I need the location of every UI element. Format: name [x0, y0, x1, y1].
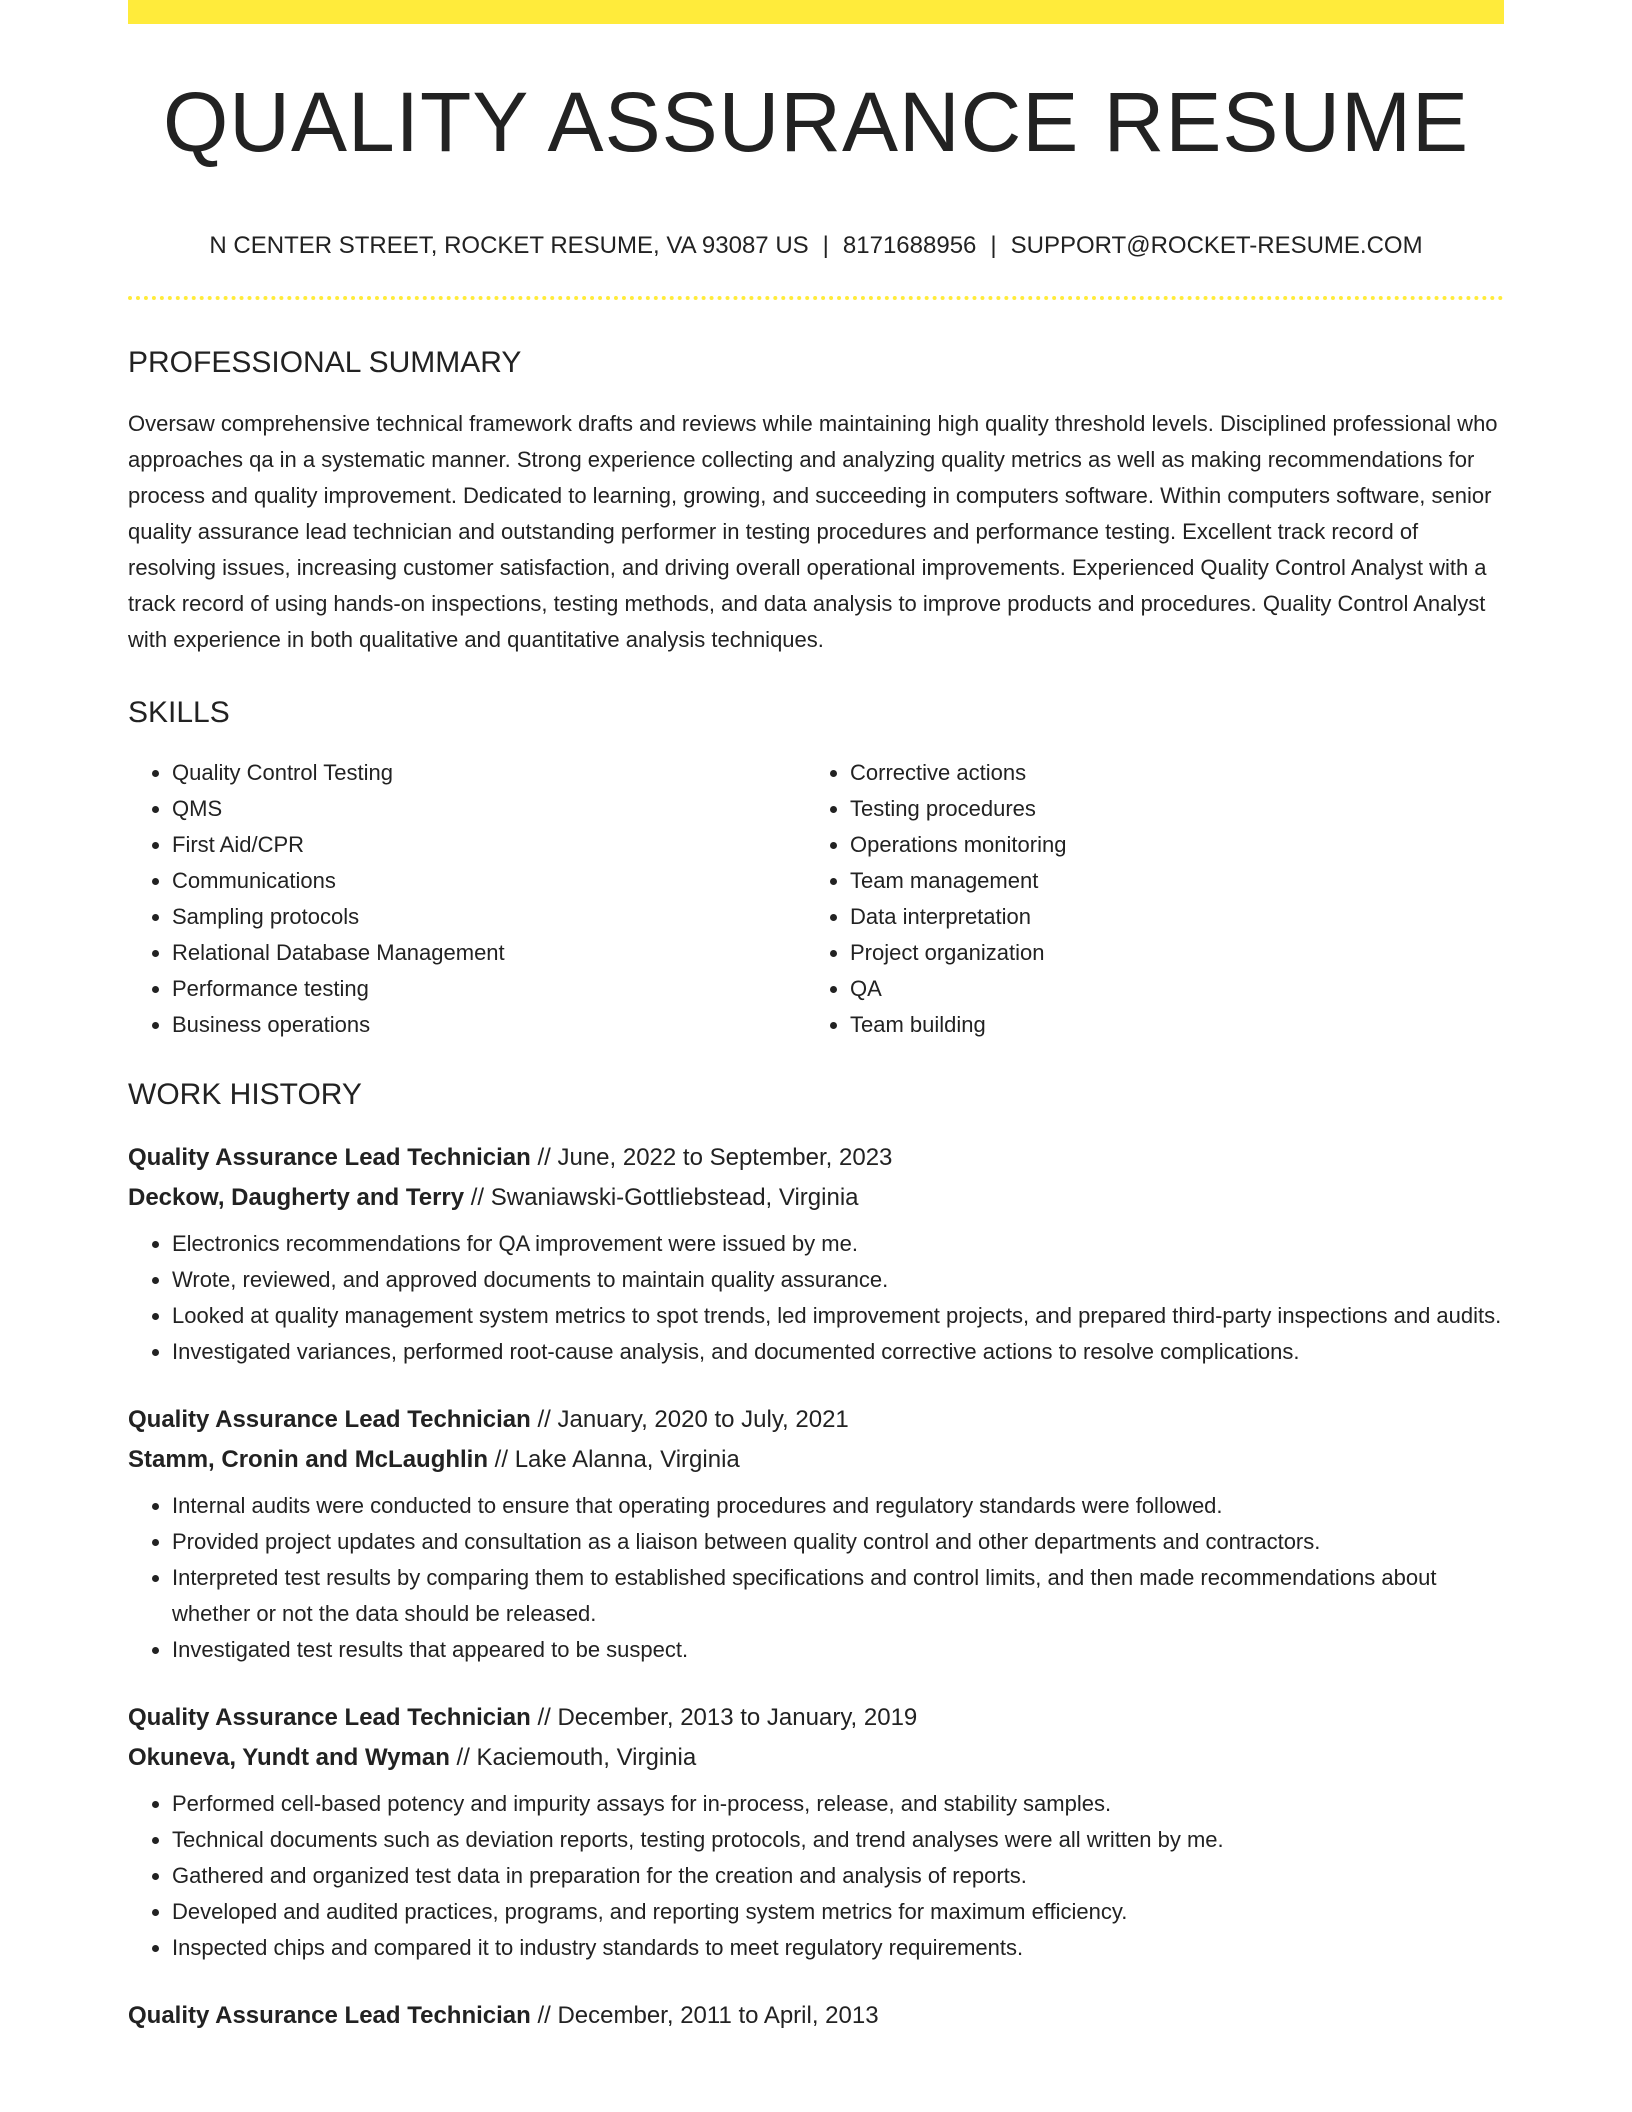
job-title: Quality Assurance Lead Technician [128, 1144, 531, 1171]
skill-item: • Relational Database Management [172, 935, 806, 971]
job-title: Quality Assurance Lead Technician [128, 1406, 531, 1433]
job-bullet: • Performed cell-based potency and impurity assays for in-process, release, and stability samples. [172, 1786, 1504, 1822]
job-bullet: • Developed and audited practices, programs, and reporting system metrics for maximum efficiency. [172, 1894, 1504, 1930]
skill-item: • Testing procedures [850, 791, 1484, 827]
job-title-line [128, 1138, 1504, 1178]
job-dates: // December, 2011 to April, 2013 [530, 2002, 879, 2029]
skills-column-right [806, 755, 1484, 1043]
skill-item: • Team management [850, 863, 1484, 899]
accent-bar [128, 0, 1504, 24]
contact-line [128, 234, 1504, 258]
skill-item: • Quality Control Testing [172, 755, 806, 791]
resume-title: QUALITY ASSURANCE RESUME [162, 75, 1470, 169]
job-title-line [128, 1400, 1504, 1440]
contact-separator: | [990, 232, 997, 259]
job-bullets [128, 1488, 1504, 1668]
job-bullet: • Gathered and organized test data in preparation for the creation and analysis of reports. [172, 1858, 1504, 1894]
job-bullet: • Electronics recommendations for QA improvement were issued by me. [172, 1226, 1504, 1262]
job-company-line [128, 1178, 1504, 1218]
job-title: Quality Assurance Lead Technician [128, 2002, 531, 2029]
skill-item: • Project organization [850, 935, 1484, 971]
skill-item: • QA [850, 971, 1484, 1007]
skill-item: • First Aid/CPR [172, 827, 806, 863]
job-bullet: • Wrote, reviewed, and approved documents to maintain quality assurance. [172, 1262, 1504, 1298]
job-company: Deckow, Daugherty and Terry [128, 1184, 465, 1211]
skill-item: • Performance testing [172, 971, 806, 1007]
skills-heading: SKILLS [128, 696, 230, 729]
skill-item: • Data interpretation [850, 899, 1484, 935]
job-bullet: • Provided project updates and consultation as a liaison between quality control and other departments and contractors. [172, 1524, 1504, 1560]
job-entry [128, 1138, 1504, 1370]
skill-item: • Business operations [172, 1007, 806, 1043]
job-company: Okuneva, Yundt and Wyman [128, 1744, 450, 1771]
email: SUPPORT@ROCKET-RESUME.COM [1010, 232, 1423, 259]
job-bullet: • Investigated variances, performed root-cause analysis, and documented corrective actions to resolve complications. [172, 1334, 1504, 1370]
skill-item: • Sampling protocols [172, 899, 806, 935]
job-location: // Lake Alanna, Virginia [488, 1446, 740, 1473]
job-bullet: • Investigated test results that appeared to be suspect. [172, 1632, 1504, 1668]
job-bullets [128, 1786, 1504, 1966]
job-location: // Kaciemouth, Virginia [449, 1744, 697, 1771]
skills-list [128, 755, 1504, 1043]
job-company: Stamm, Cronin and McLaughlin [128, 1446, 489, 1473]
job-title: Quality Assurance Lead Technician [128, 1704, 531, 1731]
job-bullet: • Interpreted test results by comparing them to established specifications and control limits, and then made recommendations about whether or not the data should be released. [172, 1560, 1504, 1632]
contact-separator: | [822, 232, 829, 259]
address: N CENTER STREET, ROCKET RESUME, VA 93087 US [209, 232, 809, 259]
skill-item: • Team building [850, 1007, 1484, 1043]
summary-text: Oversaw comprehensive technical framework drafts and reviews while maintaining high quality threshold levels. Disciplined professional who approaches qa in a systematic manner. Strong experience collecting and analyzing quality metrics as well as making recommendations for process and quality improvement. Dedicated to learning, growing, and succeeding in computers software. Within computers software, senior quality assurance lead technician and outstanding performer in testing procedures and performance testing. Excellent track record of resolving issues, increasing customer satisfaction, and driving overall operational improvements. Experienced Quality Control Analyst with a track record of using hands-on inspections, testing methods, and data analysis to improve products and procedures. Quality Control Analyst with experience in both qualitative and quantitative analysis techniques. [128, 411, 1498, 652]
job-bullet: • Internal audits were conducted to ensure that operating procedures and regulatory standards were followed. [172, 1488, 1504, 1524]
job-dates: // January, 2020 to July, 2021 [530, 1406, 849, 1433]
job-company-line [128, 1738, 1504, 1778]
job-entry [128, 1698, 1504, 1966]
dotted-divider [128, 296, 1504, 300]
job-location: // Swaniawski-Gottliebstead, Virginia [464, 1184, 859, 1211]
summary-heading: PROFESSIONAL SUMMARY [128, 346, 522, 379]
skill-item: • Communications [172, 863, 806, 899]
skill-item: • QMS [172, 791, 806, 827]
job-company-line [128, 1440, 1504, 1480]
phone: 8171688956 [842, 232, 977, 259]
work-history-heading: WORK HISTORY [128, 1078, 362, 1111]
job-bullet: • Inspected chips and compared it to industry standards to meet regulatory requirements. [172, 1930, 1504, 1966]
job-dates: // June, 2022 to September, 2023 [530, 1144, 893, 1171]
job-bullet: • Looked at quality management system metrics to spot trends, led improvement projects, and prepared third-party inspections and audits. [172, 1298, 1504, 1334]
job-entry [128, 1996, 1504, 2036]
job-bullets [128, 1226, 1504, 1370]
job-entry [128, 1400, 1504, 1668]
job-bullet: • Technical documents such as deviation reports, testing protocols, and trend analyses were all written by me. [172, 1822, 1504, 1858]
job-title-line [128, 1698, 1504, 1738]
skill-item: • Corrective actions [850, 755, 1484, 791]
job-dates: // December, 2013 to January, 2019 [530, 1704, 918, 1731]
resume-page [128, 0, 1504, 2036]
skills-column-left [128, 755, 806, 1043]
skill-item: • Operations monitoring [850, 827, 1484, 863]
job-title-line [128, 1996, 1504, 2036]
